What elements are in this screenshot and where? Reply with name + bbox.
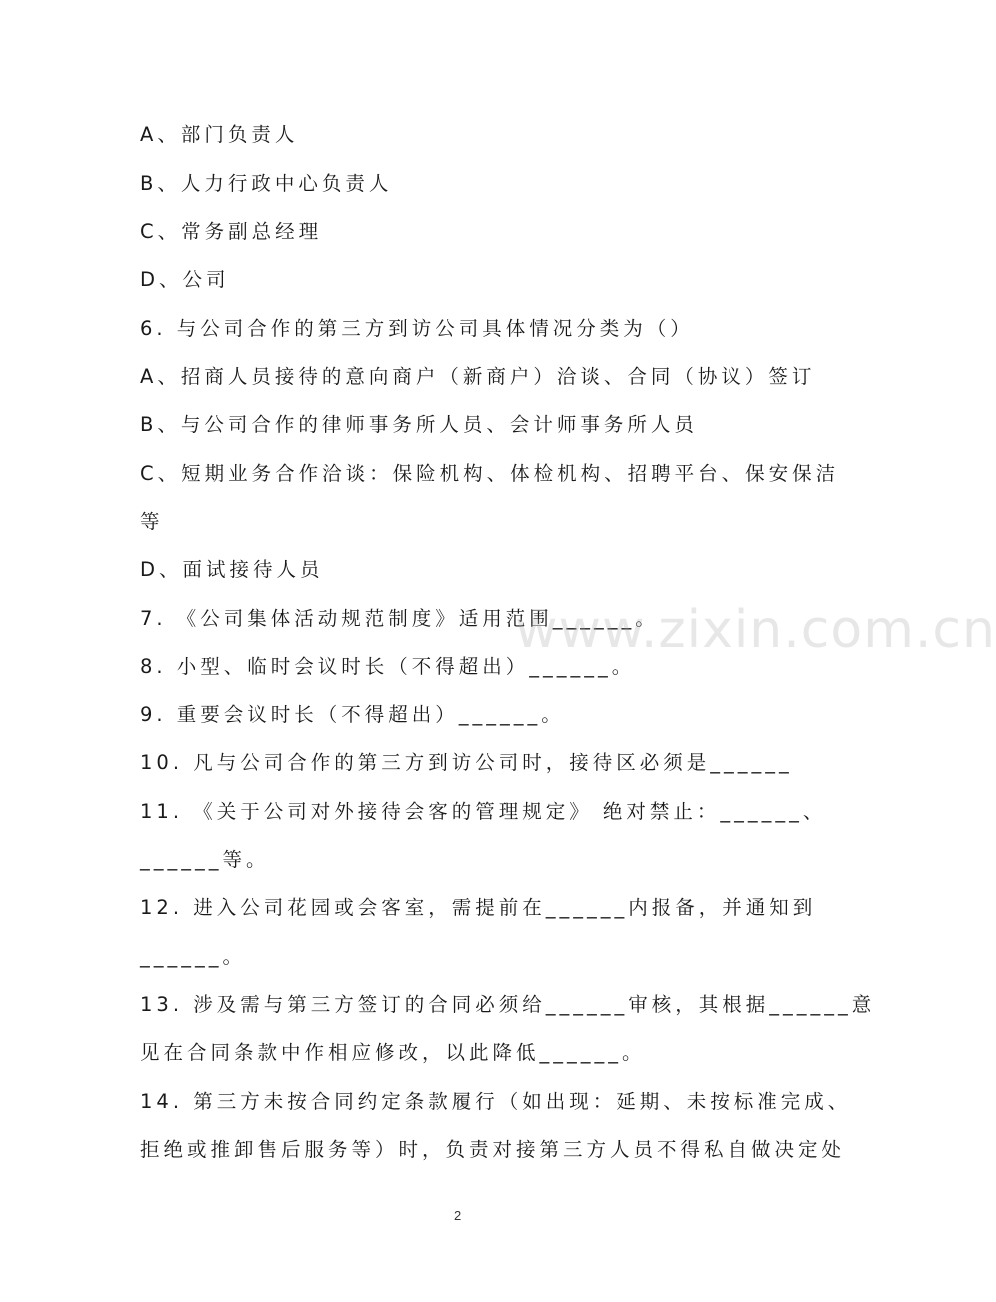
watermark: www.zixin.com.cn [515, 600, 996, 660]
question-6-option-b: B、与公司合作的律师事务所人员、会计师事务所人员 [140, 413, 698, 436]
question-9: 9. 重要会议时长（不得超出）______。 [140, 703, 565, 726]
option-a-line: A、部门负责人 [140, 123, 299, 146]
option-c-line: C、常务副总经理 [140, 220, 323, 243]
question-6-option-c-cont: 等 [140, 510, 164, 533]
option-d-line: D、公司 [140, 268, 230, 291]
question-14-cont: 拒绝或推卸售后服务等）时，负责对接第三方人员不得私自做决定处 [140, 1138, 846, 1161]
question-10: 10. 凡与公司合作的第三方到访公司时，接待区必须是______ [140, 751, 793, 774]
question-14: 14. 第三方未按合同约定条款履行（如出现：延期、未按标准完成、 [140, 1090, 852, 1113]
question-6-option-a: A、招商人员接待的意向商户（新商户）洽谈、合同（协议）签订 [140, 365, 816, 388]
question-6: 6. 与公司合作的第三方到访公司具体情况分类为（） [140, 317, 694, 340]
question-7: 7. 《公司集体活动规范制度》适用范围______。 [140, 607, 659, 630]
page-number: 2 [454, 1208, 462, 1223]
question-8: 8. 小型、临时会议时长（不得超出）______。 [140, 655, 636, 678]
question-11: 11. 《关于公司对外接待会客的管理规定》 绝对禁止：______、 [140, 800, 827, 823]
option-b-line: B、人力行政中心负责人 [140, 172, 393, 195]
question-11-cont: ______等。 [140, 848, 270, 871]
question-6-option-d: D、面试接待人员 [140, 558, 324, 581]
question-12: 12. 进入公司花园或会客室，需提前在______内报备，并通知到 [140, 896, 817, 919]
question-12-cont: ______。 [140, 945, 247, 968]
question-13-cont: 见在合同条款中作相应修改，以此降低______。 [140, 1041, 646, 1064]
question-6-option-c: C、短期业务合作洽谈：保险机构、体检机构、招聘平台、保安保洁 [140, 462, 840, 485]
question-13: 13. 涉及需与第三方签订的合同必须给______审核，其根据______意 [140, 993, 876, 1016]
